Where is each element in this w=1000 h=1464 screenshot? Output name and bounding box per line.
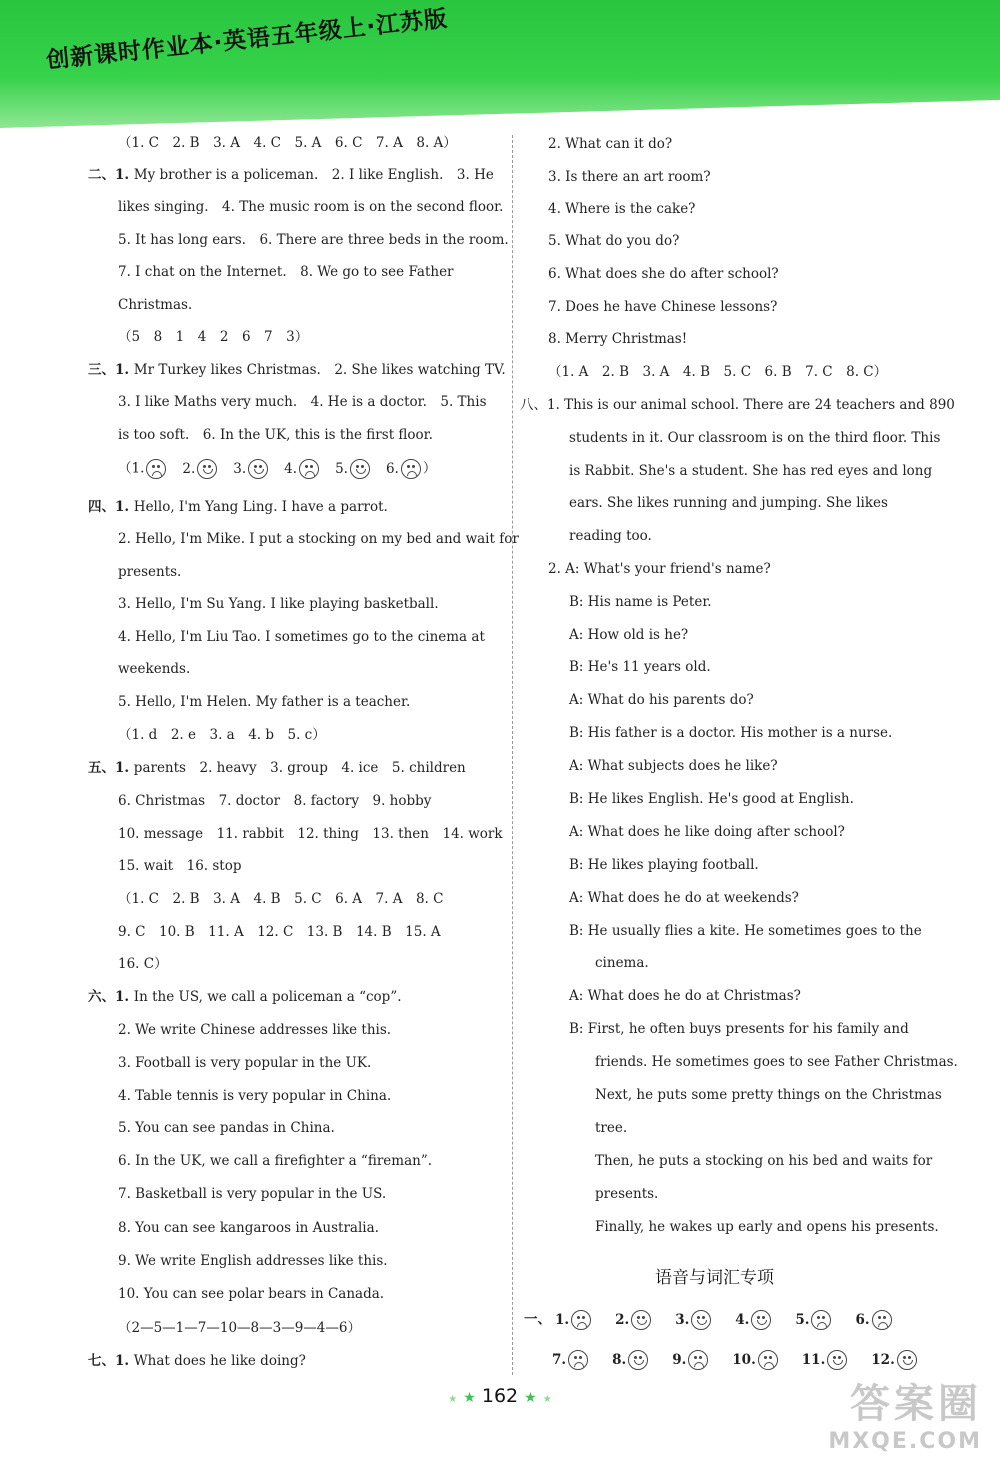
line-text: 10. You can see polar bears in Canada. <box>118 1286 385 1302</box>
line-text: weekends. <box>118 661 191 677</box>
line-text: B: His father is a doctor. His mother is a nurse. <box>569 725 893 741</box>
answer-line <box>569 626 688 644</box>
line-text: cinema. <box>595 955 649 971</box>
answer-line <box>548 363 887 381</box>
book-title: 创新课时作业本·英语五年级上·江苏版 <box>45 5 450 75</box>
line-text: 6. What does she do after school? <box>548 266 779 282</box>
line-text: students in it. Our classroom is on the third floor. This <box>569 430 941 446</box>
line-text: 6. <box>385 460 399 477</box>
line-text: 2. What can it do? <box>548 136 673 152</box>
line-text: B: He likes playing football. <box>569 857 759 873</box>
line-text: What does he like doing? <box>133 1353 306 1369</box>
line-text: 2. <box>615 1311 630 1328</box>
line-text: 6. In the UK, we call a firefighter a “fireman”. <box>118 1153 433 1169</box>
line-text: 6. Christmas 7. doctor 8. factory 9. hobby <box>118 793 432 809</box>
answer-line <box>118 393 487 411</box>
line-text: is too soft. 6. In the UK, this is the first floor. <box>118 427 433 443</box>
line-text: 10. <box>732 1351 756 1368</box>
line-text: （1. C 2. B 3. A 4. C 5. A 6. C 7. A 8. A） <box>118 135 457 151</box>
line-text: 2. A: What's your friend's name? <box>548 561 771 577</box>
line-text: 4. Table tennis is very popular in China. <box>118 1088 392 1104</box>
section-title: 语音与词汇专项 <box>655 1268 774 1288</box>
answer-line <box>118 563 181 581</box>
answer-line <box>118 628 485 646</box>
answer-line <box>595 1218 939 1236</box>
question-number: 四、1. <box>88 499 134 515</box>
sad-face-icon <box>571 1310 591 1330</box>
line-text: （1. C 2. B 3. A 4. B 5. C 6. A 7. A 8. C <box>118 891 444 907</box>
answer-line <box>118 296 192 314</box>
answer-line <box>118 955 168 973</box>
star-icon: ★ <box>448 1394 458 1405</box>
column-divider <box>512 135 513 1375</box>
answer-line <box>569 658 711 676</box>
line-text: 12. <box>871 1351 895 1368</box>
answer-line <box>118 1054 371 1072</box>
line-text: A: How old is he? <box>569 627 689 643</box>
line-text: 7. I chat on the Internet. 8. We go to see Father <box>118 264 454 280</box>
sad-face-icon <box>568 1350 588 1370</box>
line-text: 5. <box>795 1311 810 1328</box>
line-text: 11. <box>801 1351 826 1368</box>
answer-line <box>548 135 672 153</box>
smiley-face-icon <box>827 1350 847 1370</box>
answer-line <box>595 1086 942 1104</box>
line-text: Christmas. <box>118 297 193 313</box>
question-number: 五、1. <box>88 760 134 776</box>
line-text: Finally, he wakes up early and opens his presents. <box>595 1219 939 1235</box>
answer-line <box>88 498 388 516</box>
answer-line <box>569 724 892 742</box>
answer-line <box>118 1185 386 1203</box>
answer-line <box>548 560 771 578</box>
line-text: 9. C 10. B 11. A 12. C 13. B 14. B 15. A <box>118 924 441 940</box>
line-text: B: He usually flies a kite. He sometimes goes to the <box>569 923 922 939</box>
answer-line <box>548 298 777 316</box>
line-text: 八、1. This is our animal school. There are 24 teachers and 890 <box>520 397 955 413</box>
line-text: 9. We write English addresses like this. <box>118 1253 388 1269</box>
face-answer-row <box>118 459 436 479</box>
answer-line <box>118 1021 391 1039</box>
smiley-face-icon <box>897 1350 917 1370</box>
line-text: My brother is a policeman. 2. I like English. 3. He <box>133 167 494 183</box>
face-answer-row <box>548 1350 919 1370</box>
answer-line <box>569 889 799 907</box>
line-text: likes singing. 4. The music room is on the second floor. <box>118 199 504 215</box>
line-text: 15. wait 16. stop <box>118 858 242 874</box>
line-text: 3. Hello, I'm Su Yang. I like playing basketball. <box>118 596 439 612</box>
answer-line <box>520 396 955 414</box>
line-text: 4. <box>735 1311 750 1328</box>
answer-line <box>569 691 754 709</box>
line-text: 3. Is there an art room? <box>548 169 711 185</box>
sad-face-icon <box>146 459 166 479</box>
answer-line <box>118 328 308 346</box>
question-number: 七、1. <box>88 1353 134 1369</box>
line-text: Next, he puts some pretty things on the Christmas <box>595 1087 942 1103</box>
line-text: 2. Hello, I'm Mike. I put a stocking on my bed and wait for <box>118 531 519 547</box>
line-text: 2. We write Chinese addresses like this. <box>118 1022 392 1038</box>
line-text: A: What does he like doing after school? <box>569 824 845 840</box>
line-text: 7. Basketball is very popular in the US. <box>118 1186 387 1202</box>
answer-line <box>569 593 712 611</box>
line-text: 8. <box>612 1351 627 1368</box>
line-text: （2—5—1—7—10—8—3—9—4—6） <box>118 1320 361 1336</box>
answer-line <box>569 823 845 841</box>
answer-line <box>548 232 679 250</box>
line-text: B: His name is Peter. <box>569 594 712 610</box>
line-text: 8. You can see kangaroos in Australia. <box>118 1220 379 1236</box>
answer-line <box>569 527 652 545</box>
line-text: 4. Where is the cake? <box>548 201 696 217</box>
line-text: （ <box>118 460 132 477</box>
line-text: A: What does he do at weekends? <box>569 890 799 906</box>
line-text: （5 8 1 4 2 6 7 3） <box>118 329 309 345</box>
line-text: 3. I like Maths very much. 4. He is a doctor. 5. This <box>118 394 487 410</box>
line-text: 5. What do you do? <box>548 233 680 249</box>
line-text: 1. <box>555 1311 570 1328</box>
watermark-logo: 答案圈 MXQE.COM <box>828 1381 982 1454</box>
answer-line <box>118 198 503 216</box>
star-icon: ★ <box>524 1390 537 1406</box>
answer-line <box>118 263 454 281</box>
answer-line <box>595 954 649 972</box>
answer-line <box>88 166 494 184</box>
answer-line <box>595 1053 958 1071</box>
line-text: A: What do his parents do? <box>569 692 754 708</box>
answer-line <box>595 1119 627 1137</box>
question-number: 二、1. <box>88 167 134 183</box>
line-text: （1. A 2. B 3. A 4. B 5. C 6. B 7. C 8. C） <box>548 364 888 380</box>
line-text: B: He's 11 years old. <box>569 659 711 675</box>
line-text: A: What subjects does he like? <box>569 758 778 774</box>
answer-line <box>569 462 932 480</box>
line-text: Then, he puts a stocking on his bed and waits for <box>595 1153 933 1169</box>
answer-line <box>569 757 778 775</box>
line-text: 10. message 11. rabbit 12. thing 13. then 14. work <box>118 826 503 842</box>
answer-line <box>118 1152 432 1170</box>
answer-line <box>118 693 410 711</box>
answer-line <box>118 1219 379 1237</box>
answer-line <box>118 134 457 152</box>
answer-line <box>118 1087 391 1105</box>
line-text: 16. C） <box>118 956 168 972</box>
line-text: is Rabbit. She's a student. She has red eyes and long <box>569 463 933 479</box>
answer-line <box>118 1252 388 1270</box>
answer-line <box>118 890 443 908</box>
line-text: 3. <box>233 460 247 477</box>
sad-face-icon <box>872 1310 892 1330</box>
line-text: presents. <box>595 1186 659 1202</box>
line-text: tree. <box>595 1120 628 1136</box>
answer-line <box>595 1152 932 1170</box>
smiley-face-icon <box>691 1310 711 1330</box>
line-text: 8. Merry Christmas! <box>548 331 688 347</box>
answer-line <box>118 231 509 249</box>
question-number: 三、1. <box>88 362 134 378</box>
line-text: 5. It has long ears. 6. There are three beds in the room. <box>118 232 509 248</box>
line-text: presents. <box>118 564 182 580</box>
answer-line <box>569 494 888 512</box>
line-text: 7. Does he have Chinese lessons? <box>548 299 778 315</box>
answer-line <box>118 792 431 810</box>
answer-line <box>118 726 326 744</box>
line-text: 4. <box>284 460 298 477</box>
answer-line <box>118 923 441 941</box>
sad-face-icon <box>401 459 421 479</box>
line-text: friends. He sometimes goes to see Father Christmas. <box>595 1054 958 1070</box>
smiley-face-icon <box>751 1310 771 1330</box>
line-text: 5. Hello, I'm Helen. My father is a teacher. <box>118 694 411 710</box>
line-text: A: What does he do at Christmas? <box>569 988 801 1004</box>
smiley-face-icon <box>197 459 217 479</box>
sad-face-icon <box>758 1350 778 1370</box>
answer-line <box>548 168 711 186</box>
line-text: ） <box>422 460 437 477</box>
star-icon: ★ <box>542 1394 552 1405</box>
line-text: In the US, we call a policeman a “cop”. <box>133 989 402 1005</box>
answer-line <box>88 759 466 777</box>
line-text: ears. She likes running and jumping. She likes <box>569 495 888 511</box>
line-text: reading too. <box>569 528 652 544</box>
sad-face-icon <box>811 1310 831 1330</box>
answer-line <box>88 361 506 379</box>
answer-line <box>118 660 190 678</box>
answer-line <box>88 988 402 1006</box>
answer-line <box>569 790 854 808</box>
answer-line <box>569 922 922 940</box>
answer-line <box>88 1352 306 1370</box>
page-number: 162 <box>481 1385 519 1407</box>
line-text: 3. Football is very popular in the UK. <box>118 1055 372 1071</box>
line-text: 1. <box>131 460 145 477</box>
line-text: 4. Hello, I'm Liu Tao. I sometimes go to the cinema at <box>118 629 485 645</box>
answer-line <box>118 426 433 444</box>
line-text: Hello, I'm Yang Ling. I have a parrot. <box>133 499 388 515</box>
answer-line <box>118 1319 361 1337</box>
line-text: Mr Turkey likes Christmas. 2. She likes watching TV. <box>133 362 506 378</box>
answer-line <box>118 857 242 875</box>
line-text: 2. <box>182 460 196 477</box>
answer-line <box>569 1020 909 1038</box>
answer-line <box>118 1119 335 1137</box>
question-number: 六、1. <box>88 989 134 1005</box>
smiley-face-icon <box>628 1350 648 1370</box>
smiley-face-icon <box>350 459 370 479</box>
line-text: 3. <box>675 1311 690 1328</box>
line-text: B: First, he often buys presents for his family and <box>569 1021 909 1037</box>
answer-line <box>118 595 439 613</box>
line-text: 6. <box>855 1311 870 1328</box>
sad-face-icon <box>688 1350 708 1370</box>
answer-line <box>118 825 503 843</box>
line-text: B: He likes English. He's good at English. <box>569 791 854 807</box>
answer-line <box>118 1285 384 1303</box>
face-answer-row <box>524 1310 894 1330</box>
line-text: 7. <box>552 1351 567 1368</box>
line-text: 5. You can see pandas in China. <box>118 1120 335 1136</box>
star-icon: ★ <box>463 1390 476 1406</box>
line-text: （1. d 2. e 3. a 4. b 5. c） <box>118 727 326 743</box>
answer-line <box>548 265 779 283</box>
answer-line <box>548 200 695 218</box>
answer-line <box>548 330 687 348</box>
line-text: 9. <box>672 1351 687 1368</box>
smiley-face-icon <box>631 1310 651 1330</box>
line-text: 5. <box>335 460 348 477</box>
answer-line <box>569 429 940 447</box>
answer-line <box>569 987 801 1005</box>
sad-face-icon <box>299 459 319 479</box>
line-text: parents 2. heavy 3. group 4. ice 5. children <box>133 760 466 776</box>
answer-line <box>595 1185 658 1203</box>
line-text: 一、 <box>524 1311 551 1328</box>
answer-line <box>569 856 759 874</box>
answer-line <box>118 530 519 548</box>
smiley-face-icon <box>248 459 268 479</box>
